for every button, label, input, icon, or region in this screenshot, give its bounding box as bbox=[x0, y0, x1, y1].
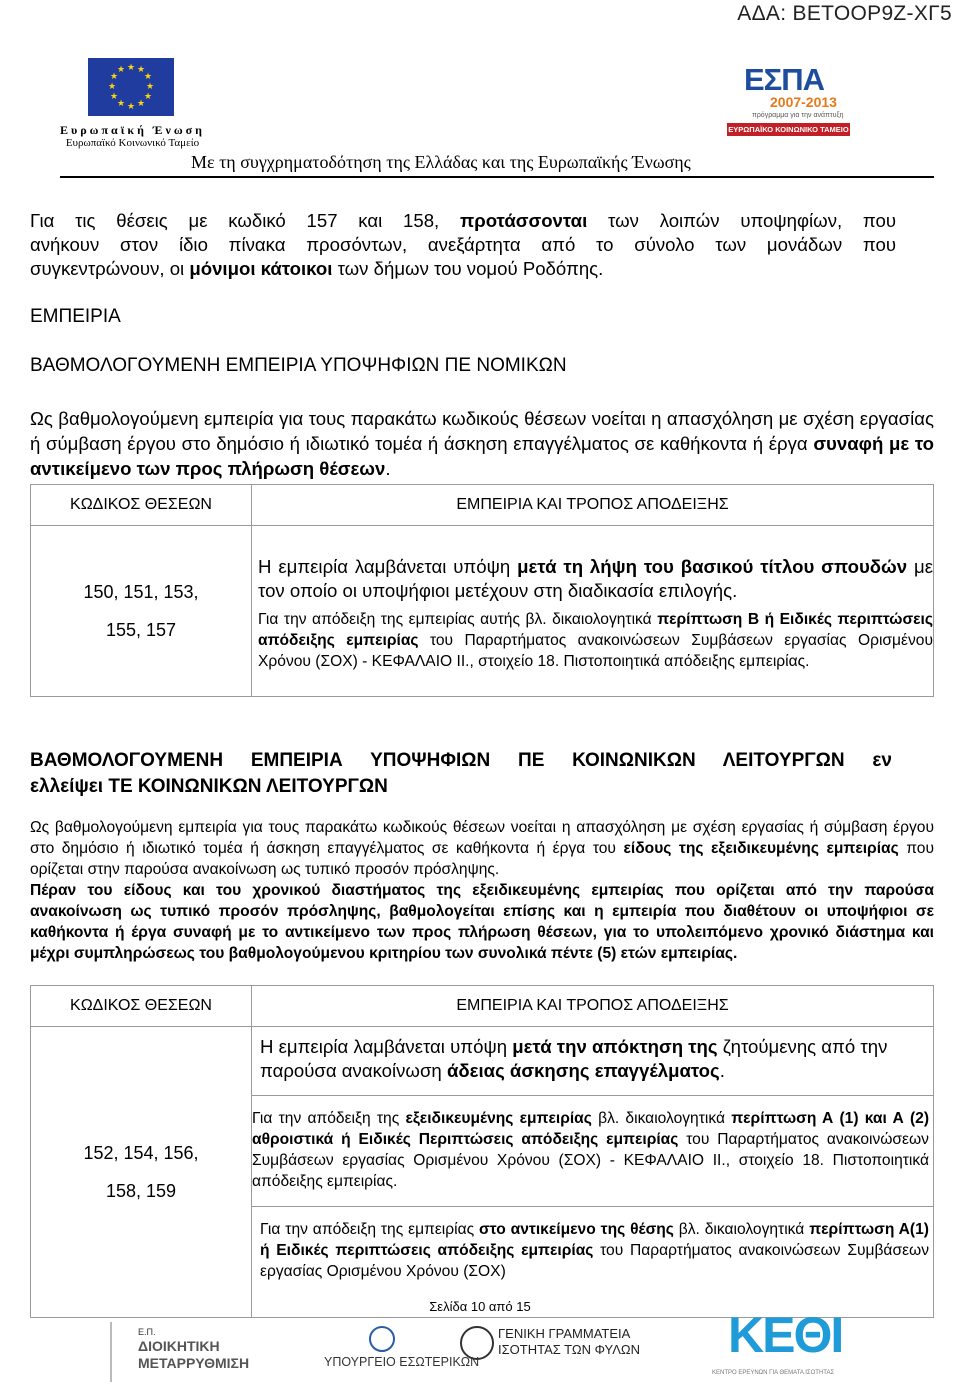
ada-code: ΑΔΑ: ΒΕΤΟΟΡ9Ζ-ΧΓ5 bbox=[737, 2, 952, 25]
eu-stars-icon bbox=[88, 58, 174, 116]
keoi-subtitle: ΚΕΝΤΡΟ ΕΡΕΥΝΩΝ ΓΙΑ ΘΕΜΑΤΑ ΙΣΟΤΗΤΑΣ bbox=[712, 1370, 835, 1376]
table-header-codes: ΚΩΔΙΚΟΣ ΘΕΣΕΩΝ bbox=[31, 986, 252, 1027]
svg-text:★: ★ bbox=[145, 82, 155, 92]
person-icon bbox=[110, 1322, 124, 1382]
heading-experience: ΕΜΠΕΙΡΙΑ bbox=[30, 306, 121, 327]
table-cell-codes: 150, 151, 153, 155, 157 bbox=[31, 526, 252, 697]
svg-text:★: ★ bbox=[116, 99, 126, 109]
diad-title1: ΔΙΟΙΚΗΤΙΚΗ bbox=[138, 1338, 220, 1354]
heading-social-workers: ΒΑΘΜΟΛΟΓΟΥΜΕΝΗ ΕΜΠΕΙΡΙΑ ΥΠΟΨΗΦΙΩΝ ΠΕ ΚΟΙΝΩΝΙΚΩΝ ΛΕΙΤΟΥΡΓΩΝ εν ελλείψει ΤΕ ΚΟΙΝΩΝΙΚΩΝ ΛΕΙΤΟΥΡΓΩΝ bbox=[30, 750, 892, 797]
svg-text:★: ★ bbox=[109, 92, 119, 102]
paragraph-residents: Για τις θέσεις με κωδικό 157 και 158, προτάσσονται των λοιπών υποψηφίων, που ανήκουν στον ίδιο πίνακα προσόντων, ανεξάρτητα από το σύνολο των μονάδων που συγκεντρώνουν, οι μόνιμοι κάτοικοι των δήμων του νομού Ροδόπης. bbox=[30, 210, 896, 279]
table-cell-codes: 152, 154, 156, 158, 159 bbox=[31, 1027, 252, 1318]
eu-flag-logo bbox=[88, 58, 174, 116]
eu-fund: Ευρωπαϊκό Κοινωνικό Ταμείο bbox=[65, 137, 200, 149]
experience-table-social bbox=[30, 985, 934, 1318]
svg-text:★: ★ bbox=[136, 99, 146, 109]
table-header-experience: ΕΜΠΕΙΡΙΑ ΚΑΙ ΤΡΟΠΟΣ ΑΠΟΔΕΙΞΗΣ bbox=[252, 986, 934, 1027]
svg-text:★: ★ bbox=[109, 72, 119, 82]
header-divider bbox=[60, 176, 934, 178]
keoi-logo: ΚΕΘΙ bbox=[728, 1307, 843, 1363]
espa-years: 2007-2013 bbox=[770, 94, 837, 110]
espa-subtitle: πρόγραμμα για την ανάπτυξη bbox=[752, 112, 844, 119]
paragraph-legal-experience: Ως βαθμολογούμενη εμπειρία για τους παρακάτω κωδικούς θέσεων νοείται η απασχόληση με σχέση εργασίας ή σύμβαση έργου στο δημόσιο ή ιδιωτικό τομέα ή άσκηση επαγγέλματος σε καθήκοντα ή έργα συναφή με το αντικείμενο των προς πλήρωση θέσεων. bbox=[30, 408, 934, 479]
ministry-name: ΥΠΟΥΡΓΕΙΟ ΕΣΩΤΕΡΙΚΩΝ bbox=[324, 1355, 480, 1369]
svg-text:★: ★ bbox=[126, 63, 136, 73]
page-number: Σελίδα 10 από 15 bbox=[429, 1299, 531, 1314]
experience-table-legal bbox=[30, 484, 934, 697]
table-cell-experience: Η εμπειρία λαμβάνεται υπόψη μετά τη λήψη του βασικού τίτλου σπουδών με τον οποίο οι υποψήφιοι μετέχουν στη διαδικασία επιλογής. Για την απόδειξη της εμπειρίας αυτής βλ. δικαιολογητικά περίπτωση Β ή Ειδικές περιπτώσεις απόδειξης εμπειρίας του Παραρτήματος ανακοινώσεων Συμβάσεων εργασίας Ορισμένου Χρόνου (ΣΟΧ) - ΚΕΦΑΛΑΙΟ ΙΙ., στοιχείο 18. Πιστοποιητικά απόδειξης εμπειρίας. bbox=[252, 526, 934, 697]
diad-ep: Ε.Π. bbox=[138, 1327, 156, 1337]
espa-title: ΕΣΠΑ bbox=[744, 62, 825, 97]
gender-symbol-icon bbox=[460, 1326, 494, 1360]
svg-text:★: ★ bbox=[143, 92, 153, 102]
espa-band: ΕΥΡΩΠΑΪΚΟ ΚΟΙΝΩΝΙΚΟ ΤΑΜΕΙΟ bbox=[728, 125, 849, 134]
svg-text:★: ★ bbox=[126, 102, 136, 112]
table-cell-experience: Η εμπειρία λαμβάνεται υπόψη μετά την απόκτηση της ζητούμενης από την παρούσα ανακοίνωση άδειας άσκησης επαγγέλματος. Για την απόδειξη της εξειδικευμένης εμπειρίας βλ. δικαιολογητικά περίπτωση Α (1) και Α (2) αθροιστικά ή Ειδικές Περιπτώσεις απόδειξης εμπειρίας του Παραρτήματος ανακοινώσεων Συμβάσεων εργασίας Ορισμένου Χρόνου (ΣΟΧ) - ΚΕΦΑΛΑΙΟ ΙΙ., στοιχείο 18. Πιστοποιητικά απόδειξης εμπειρίας. Για την απόδειξη της εμπειρίας στο αντικείμενο της θέσης βλ. δικαιολογητικά περίπτωση Α(1) ή Ειδικές περιπτώσεις απόδειξης εμπειρίας του Παραρτήματος ανακοινώσεων Συμβάσεων εργασίας Ορισμένου Χρόνου (ΣΟΧ) bbox=[252, 1027, 934, 1318]
ministry-emblem-icon bbox=[369, 1326, 395, 1352]
eu-name: Ευρωπαϊκή Ένωση bbox=[60, 123, 205, 137]
table-header-codes: ΚΩΔΙΚΟΣ ΘΕΣΕΩΝ bbox=[31, 485, 252, 526]
svg-text:★: ★ bbox=[116, 65, 126, 75]
svg-text:★: ★ bbox=[136, 65, 146, 75]
svg-text:★: ★ bbox=[107, 82, 117, 92]
table-header-experience: ΕΜΠΕΙΡΙΑ ΚΑΙ ΤΡΟΠΟΣ ΑΠΟΔΕΙΞΗΣ bbox=[252, 485, 934, 526]
svg-text:★: ★ bbox=[143, 72, 153, 82]
paragraph-social-experience: Ως βαθμολογούμενη εμπειρία για τους παρακάτω κωδικούς θέσεων νοείται η απασχόληση με σχέση εργασίας ή σύμβαση έργου στο δημόσιο ή ιδιωτικό τομέα ή άσκηση επαγγέλματος σε καθήκοντα ή έργα του είδους της εξειδικευμένης εμπειρίας που ορίζεται στην παρούσα ανακοίνωση ως τυπικό προσόν πρόσληψης. Πέραν του είδους και του χρονικού διαστήματος της εξειδικευμένης εμπειρίας που ορίζεται από την παρούσα ανακοίνωση ως τυπικό προσόν πρόσληψης, βαθμολογείται επίσης και η εμπειρία που διαθέτουν οι υποψήφιοι σε καθήκοντα ή έργα συναφή με το αντικείμενο των προς πλήρωση θέσεων, για το υπολειπόμενο χρονικό διάστημα και μέχρι συμπληρώσεως του βαθμολογούμενου κριτηρίου των συνολικά πέντε (5) ετών εμπειρίας. bbox=[30, 819, 935, 962]
diad-title2: ΜΕΤΑΡΡΥΘΜΙΣΗ bbox=[138, 1355, 250, 1371]
gen-secretariat: ΓΕΝΙΚΗ ΓΡΑΜΜΑΤΕΙΑ ΙΣΟΤΗΤΑΣ ΤΩΝ ΦΥΛΩΝ bbox=[498, 1326, 641, 1357]
cofunding-text: Με τη συγχρηματοδότηση της Ελλάδας και της Ευρωπαϊκής Ένωσης bbox=[191, 152, 691, 172]
heading-legal-experience: ΒΑΘΜΟΛΟΓΟΥΜΕΝΗ ΕΜΠΕΙΡΙΑ ΥΠΟΨΗΦΙΩΝ ΠΕ ΝΟΜΙΚΩΝ bbox=[30, 355, 567, 376]
